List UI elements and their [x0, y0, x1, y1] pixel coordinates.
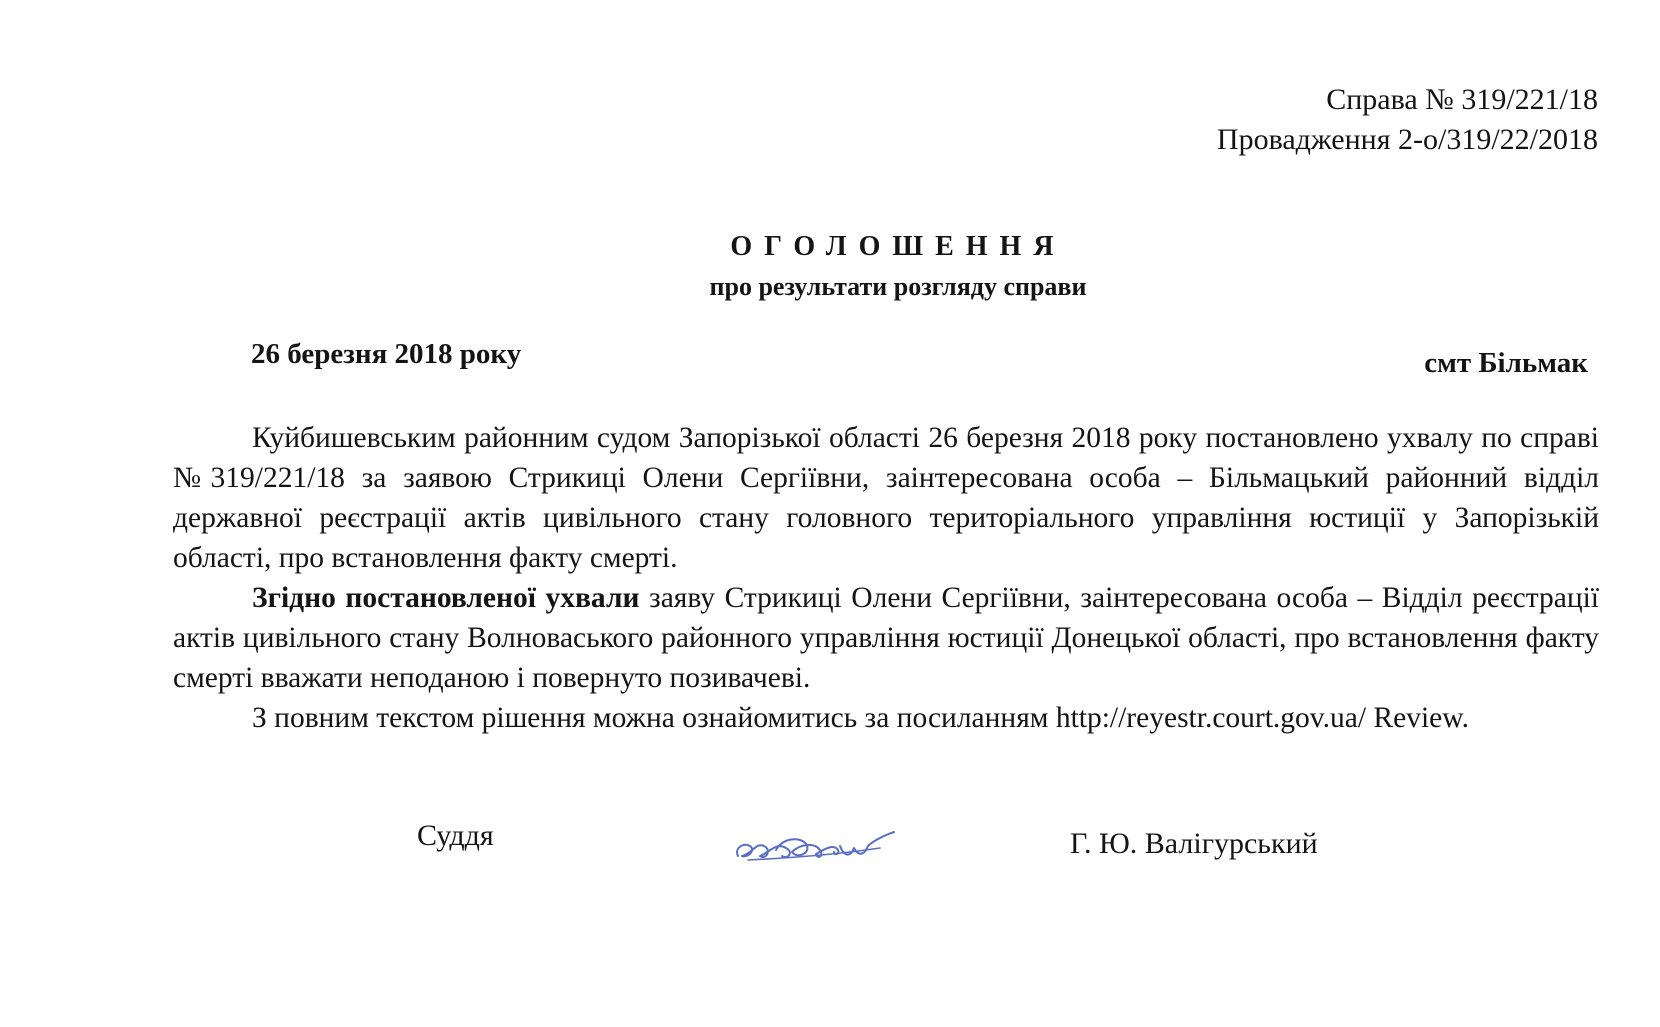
body-paragraph-1: Куйбишевським районним судом Запорізької області 26 березня 2018 року постановлено ухвалу по справі №319/221/18 за заявою Стрикиці Олени Сергіївни, заінтересована особа – Більмацький районний відділ державної реєстрації актів цивільного стану головного територіального управління юстиції у Запорізькій області, про встановлення факту смерті. [173, 422, 1599, 574]
announcement-body [173, 418, 1599, 738]
case-reference-block [1217, 80, 1598, 160]
document-place: смт Більмак [1424, 347, 1588, 379]
signature-stroke-1 [737, 845, 790, 857]
signature-name: Г. Ю. Валігурський [1070, 827, 1318, 860]
body-paragraph-2-lead: Згідно постановленої ухвали [252, 582, 640, 614]
body-paragraph-2 [173, 578, 1599, 698]
document-date: 26 березня 2018 року [251, 338, 522, 370]
handwritten-signature [730, 822, 900, 872]
body-paragraph-3: З повним текстом рішення можна ознайомитись за посиланням http://reyestr.court.gov.ua/ Review. [252, 702, 1470, 734]
case-number: Справа № 319/221/18 [1326, 83, 1598, 116]
document-title: ОГОЛОШЕННЯ [730, 231, 1066, 262]
body-paragraph-2-rest: заяву Стрикиці Олени Сергіївни, заінтересована особа – Відділ реєстрації актів цивільного стану Волноваського районного управління юстиції Донецької області, про встановлення факту смерті вважати неподаною і повернуто позивачеві. [173, 582, 1600, 694]
proceeding-number: Провадження 2-о/319/22/2018 [1216, 123, 1598, 156]
document-subtitle: про результати розгляду справи [709, 272, 1087, 301]
signature-role: Суддя [417, 819, 494, 852]
signature-stroke-3 [840, 832, 894, 855]
